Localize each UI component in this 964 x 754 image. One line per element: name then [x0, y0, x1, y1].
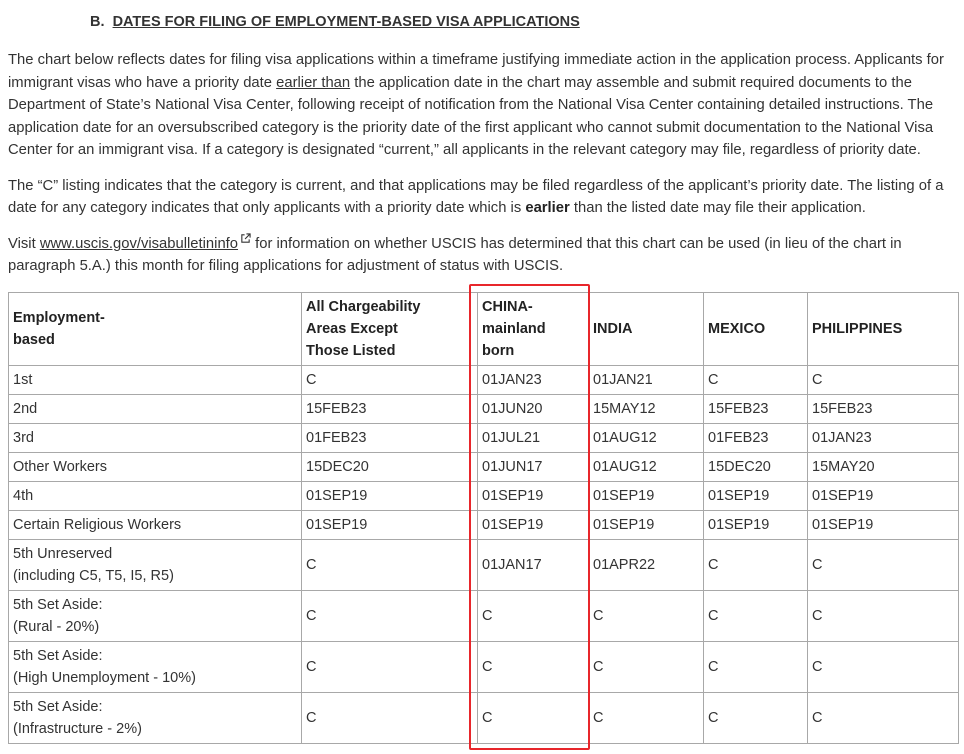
table-cell: C	[704, 591, 808, 642]
table-cell: 01SEP19	[302, 482, 478, 511]
table-cell: C	[808, 540, 959, 591]
table-cell: 01JAN21	[589, 366, 704, 395]
table-cell: C	[478, 591, 589, 642]
table-cell: C	[589, 591, 704, 642]
table-row	[9, 424, 959, 453]
table-cell: 01SEP19	[589, 511, 704, 540]
table-cell: 01SEP19	[808, 482, 959, 511]
section-letter: B.	[90, 14, 105, 30]
table-cell: 01JAN17	[478, 540, 589, 591]
row-category: 2nd	[9, 395, 302, 424]
table-row	[9, 693, 959, 744]
section-title: DATES FOR FILING OF EMPLOYMENT-BASED VISA APPLICATIONS	[112, 14, 580, 30]
row-category: 4th	[9, 482, 302, 511]
header-all-chargeability: All Chargeability Areas Except Those Listed	[302, 293, 478, 366]
uscis-link[interactable]: www.uscis.gov/visabulletininfo	[39, 235, 239, 252]
table-header-row	[9, 293, 959, 366]
table-cell: C	[302, 591, 478, 642]
table-cell: C	[704, 540, 808, 591]
table-cell: C	[704, 693, 808, 744]
header-china: CHINA- mainland born	[478, 293, 589, 366]
intro-text-1: The chart below reflects dates for filing visa applications within a timeframe justifying immediate action in the application process. Applicants for immigrant visas who have a priority date	[8, 52, 944, 91]
header-mexico: MEXICO	[704, 293, 808, 366]
table-cell: 15DEC20	[704, 453, 808, 482]
table-cell: C	[302, 693, 478, 744]
visa-dates-table	[8, 292, 959, 744]
table-cell: C	[589, 693, 704, 744]
table-cell: C	[302, 540, 478, 591]
table-cell: 01SEP19	[704, 482, 808, 511]
table-cell: 15FEB23	[808, 395, 959, 424]
table-cell: C	[478, 693, 589, 744]
table-cell: 01JUL21	[478, 424, 589, 453]
intro-emphasis: earlier than	[276, 74, 351, 91]
header-philippines: PHILIPPINES	[808, 293, 959, 366]
current-emphasis: earlier	[525, 200, 570, 216]
table-cell: 01JAN23	[478, 366, 589, 395]
table-cell: 01SEP19	[808, 511, 959, 540]
table-cell: C	[808, 366, 959, 395]
table-body	[9, 366, 959, 744]
table-row	[9, 482, 959, 511]
row-category: 3rd	[9, 424, 302, 453]
intro-text-2: the application date in the chart may assemble and submit required documents to the Department of State’s National Visa Center, following receipt of notification from the National Visa Center containing detailed instructions. The application date for an oversubscribed category is the priority date of the first applicant who cannot submit documentation to the National Visa Center for an immigrant visa. If a category is designated “current,” all applicants in the relevant category may file, regardless of priority date.	[8, 74, 934, 158]
table-cell: 01SEP19	[478, 482, 589, 511]
current-text-1: The “C” listing indicates that the category is current, and that applications may be filed regardless of the applicant’s priority date. The listing of a date for any category indicates that only applicants with a priority date which is	[8, 177, 944, 216]
table-cell: 15DEC20	[302, 453, 478, 482]
row-category: 5th Set Aside: (High Unemployment - 10%)	[9, 642, 302, 693]
table-cell: 01APR22	[589, 540, 704, 591]
table-cell: 15MAY12	[589, 395, 704, 424]
external-link-icon[interactable]	[240, 233, 251, 244]
table-row	[9, 366, 959, 395]
table-cell: 01AUG12	[589, 424, 704, 453]
table-cell: 15MAY20	[808, 453, 959, 482]
row-category: 5th Unreserved (including C5, T5, I5, R5)	[9, 540, 302, 591]
table-cell: 01JUN20	[478, 395, 589, 424]
uscis-paragraph	[8, 233, 958, 278]
section-heading	[90, 12, 958, 32]
table-cell: 01AUG12	[589, 453, 704, 482]
row-category: Certain Religious Workers	[9, 511, 302, 540]
table-cell: 01JUN17	[478, 453, 589, 482]
table-cell: 01SEP19	[589, 482, 704, 511]
uscis-suffix: for information on whether USCIS has determined that this chart can be used (in lieu of the chart in paragraph 5.A.) this month for filing applications for adjustment of status with USCIS.	[8, 235, 902, 274]
table-cell: 01FEB23	[302, 424, 478, 453]
header-category: Employment- based	[9, 293, 302, 366]
table-cell: C	[704, 366, 808, 395]
table-row	[9, 642, 959, 693]
table-cell: 15FEB23	[302, 395, 478, 424]
table-row	[9, 540, 959, 591]
table-cell: 01FEB23	[704, 424, 808, 453]
table-cell: 01SEP19	[478, 511, 589, 540]
row-category: 5th Set Aside: (Rural - 20%)	[9, 591, 302, 642]
intro-paragraph	[8, 49, 958, 162]
table-row	[9, 591, 959, 642]
table-row	[9, 511, 959, 540]
table-cell: C	[808, 591, 959, 642]
row-category: 5th Set Aside: (Infrastructure - 2%)	[9, 693, 302, 744]
table-row	[9, 395, 959, 424]
current-text-2: than the listed date may file their application.	[569, 200, 866, 216]
row-category: 1st	[9, 366, 302, 395]
table-cell: 01SEP19	[704, 511, 808, 540]
row-category: Other Workers	[9, 453, 302, 482]
table-cell: 15FEB23	[704, 395, 808, 424]
table-cell: C	[302, 366, 478, 395]
table-cell: 01JAN23	[808, 424, 959, 453]
table-cell: C	[478, 642, 589, 693]
header-india: INDIA	[589, 293, 704, 366]
table-cell: C	[704, 642, 808, 693]
table-cell: C	[302, 642, 478, 693]
uscis-prefix: Visit	[8, 235, 40, 252]
table-cell: 01SEP19	[302, 511, 478, 540]
table-cell: C	[589, 642, 704, 693]
table-cell: C	[808, 642, 959, 693]
page-content	[8, 0, 958, 278]
current-listing-paragraph	[8, 175, 958, 220]
table-cell: C	[808, 693, 959, 744]
table-row	[9, 453, 959, 482]
